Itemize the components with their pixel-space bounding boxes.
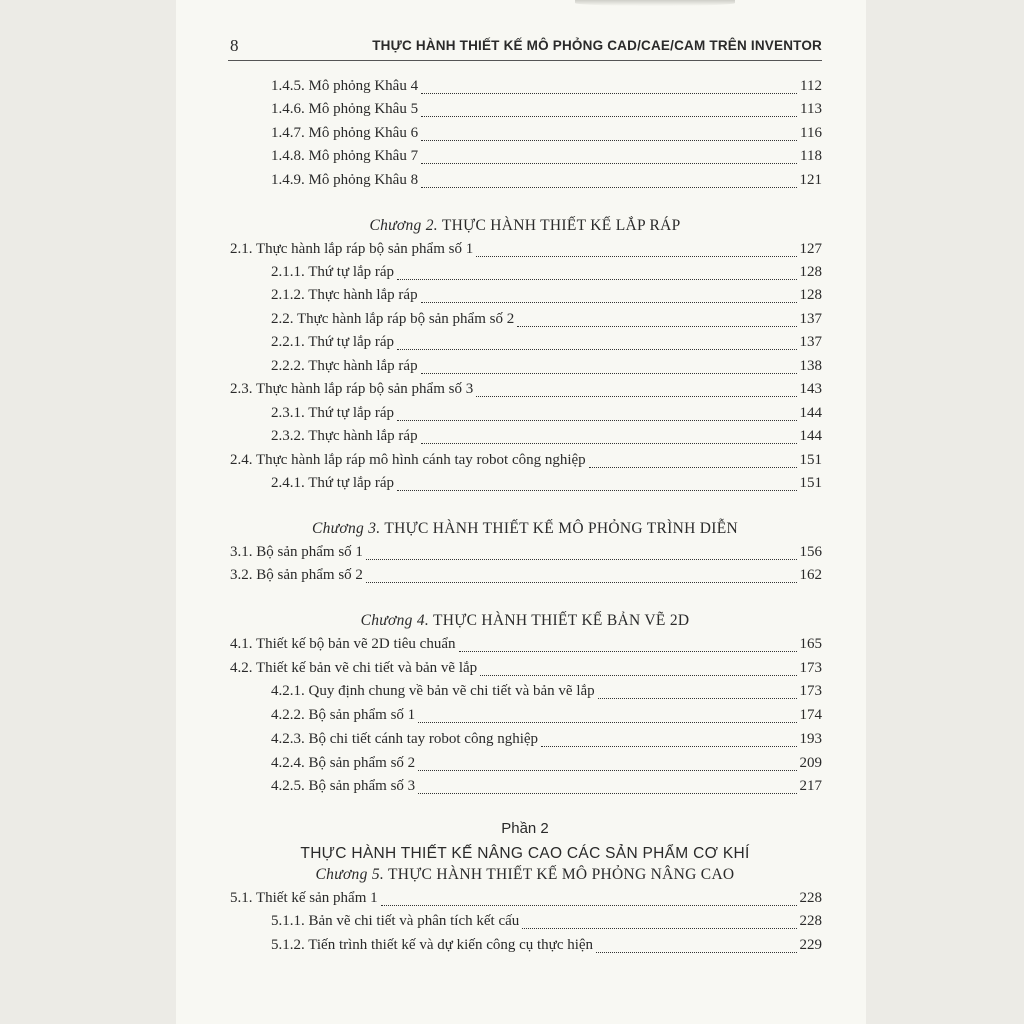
page-number: 8 [230, 36, 239, 55]
page-header [228, 36, 822, 61]
part-label: Phần 2 [501, 820, 549, 837]
toc-entry: 4.2.2. Bộ sản phẩm số 1 174 [271, 707, 822, 723]
chapter-heading: Chương 5. THỰC HÀNH THIẾT KẾ MÔ PHỎNG NÂNG CAO [315, 866, 735, 883]
toc-entry: 2.4.1. Thứ tự lắp ráp 151 [271, 475, 822, 491]
toc-entry: 1.4.9. Mô phỏng Khâu 8 121 [271, 172, 822, 188]
toc-entry: 2.3.1. Thứ tự lắp ráp 144 [271, 405, 822, 421]
toc-entry: 5.1. Thiết kế sản phẩm 1 228 [230, 890, 822, 906]
toc-entry: 4.2.5. Bộ sản phẩm số 3 217 [271, 778, 822, 794]
toc-entry: 3.2. Bộ sản phẩm số 2 162 [230, 567, 822, 583]
chapter-heading: Chương 3. THỰC HÀNH THIẾT KẾ MÔ PHỎNG TRÌNH DIỄN [311, 520, 739, 537]
toc-entry: 4.1. Thiết kế bộ bản vẽ 2D tiêu chuẩn 165 [230, 636, 822, 652]
toc-entry: 2.3.2. Thực hành lắp ráp 144 [271, 428, 822, 444]
toc-entry: 2.2. Thực hành lắp ráp bộ sản phẩm số 2 137 [271, 311, 822, 327]
toc-entry: 4.2.3. Bộ chi tiết cánh tay robot công nghiệp 193 [271, 731, 822, 747]
toc-entry: 1.4.6. Mô phỏng Khâu 5 113 [271, 101, 822, 117]
toc-entry: 2.2.1. Thứ tự lắp ráp 137 [271, 334, 822, 350]
toc-entry: 1.4.8. Mô phỏng Khâu 7 118 [271, 148, 822, 164]
page-top-shadow [575, 0, 735, 6]
toc-entry: 3.1. Bộ sản phẩm số 1 156 [230, 544, 822, 560]
toc-entry: 2.4. Thực hành lắp ráp mô hình cánh tay robot công nghiệp 151 [230, 452, 822, 468]
toc-entry: 5.1.2. Tiến trình thiết kế và dự kiến công cụ thực hiện 229 [271, 937, 822, 953]
toc-entry: 4.2.1. Quy định chung về bản vẽ chi tiết và bản vẽ lắp 173 [271, 683, 822, 699]
chapter-heading: Chương 4. THỰC HÀNH THIẾT KẾ BẢN VẼ 2D [360, 612, 690, 629]
toc-entry: 2.1.2. Thực hành lắp ráp 128 [271, 287, 822, 303]
toc-entry: 2.3. Thực hành lắp ráp bộ sản phẩm số 3 143 [230, 381, 822, 397]
toc-entry: 2.2.2. Thực hành lắp ráp 138 [271, 358, 822, 374]
running-title: THỰC HÀNH THIẾT KẾ MÔ PHỎNG CAD/CAE/CAM TRÊN INVENTOR [372, 38, 822, 53]
toc-entry: 5.1.1. Bản vẽ chi tiết và phân tích kết cấu 228 [271, 913, 822, 929]
toc-entry: 1.4.5. Mô phỏng Khâu 4 112 [271, 78, 822, 94]
part-title: THỰC HÀNH THIẾT KẾ NÂNG CAO CÁC SẢN PHẨM CƠ KHÍ [300, 845, 750, 862]
toc-entry: 4.2. Thiết kế bản vẽ chi tiết và bản vẽ lắp 173 [230, 660, 822, 676]
toc-entry: 1.4.7. Mô phỏng Khâu 6 116 [271, 125, 822, 141]
toc-entry: 2.1. Thực hành lắp ráp bộ sản phẩm số 1 127 [230, 241, 822, 257]
chapter-heading: Chương 2. THỰC HÀNH THIẾT KẾ LẮP RÁP [369, 217, 681, 234]
toc-entry: 4.2.4. Bộ sản phẩm số 2 209 [271, 755, 822, 771]
toc-entry: 2.1.1. Thứ tự lắp ráp 128 [271, 264, 822, 280]
